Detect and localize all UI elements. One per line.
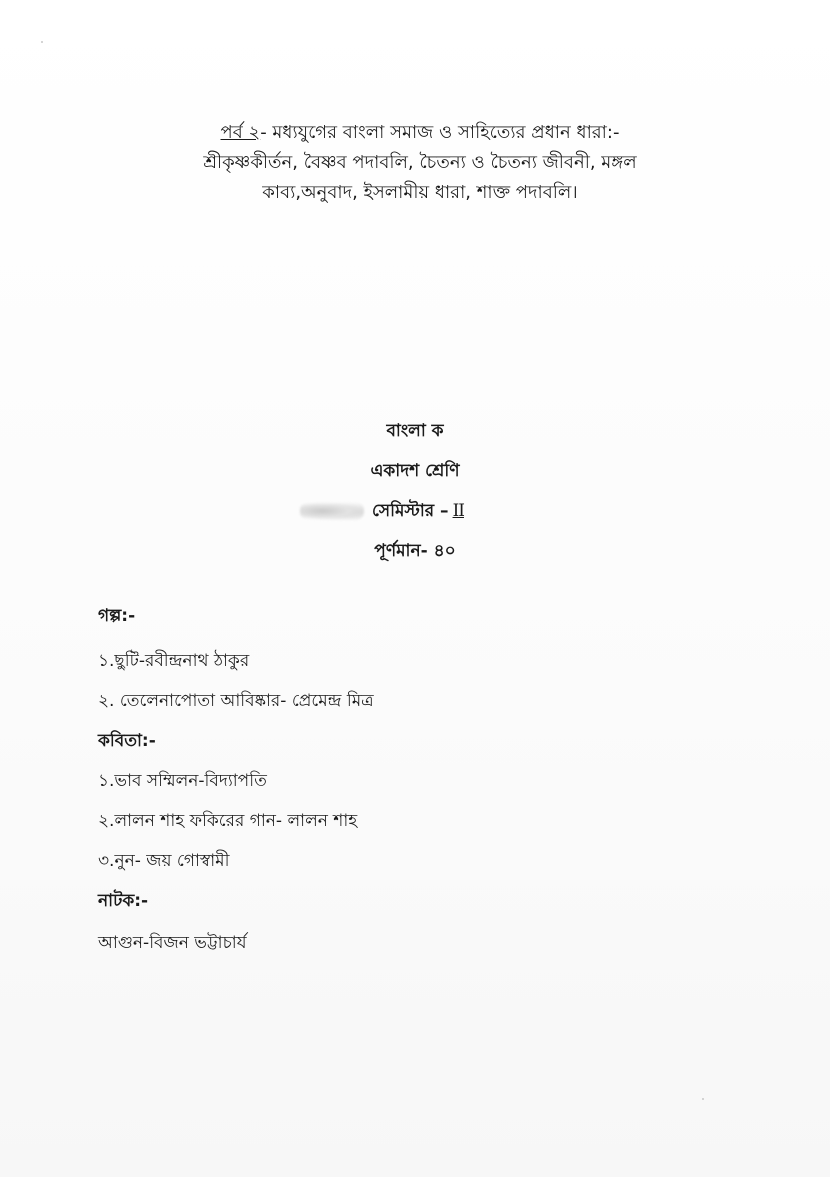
list-item: আগুন-বিজন ভট্টাচার্য: [98, 933, 247, 953]
scan-speck: [41, 41, 43, 43]
part2-line-2: শ্রীকৃষ্ণকীর্তন, বৈষ্ণব পদাবলি, চৈতন্য ও চৈতন্য জীবনী, মঙ্গল: [203, 152, 637, 173]
part2-title-line: [140, 118, 700, 148]
poems-heading: কবিতা:-: [98, 731, 156, 751]
semester-heading: [300, 498, 560, 526]
full-marks-heading: পূর্ণমান- ৪০: [374, 541, 456, 561]
part2-line-3: কাব্য,অনুবাদ, ইসলামীয় ধারা, শাক্ত পদাবলি।: [262, 182, 578, 203]
list-item: ১.ছুটি-রবীন্দ্রনাথ ঠাকুর: [98, 651, 250, 671]
drama-heading: নাটক:-: [98, 891, 149, 911]
part2-block: [140, 118, 700, 208]
semester-label: সেমিস্টার –: [372, 501, 449, 521]
class-heading: একাদশ শ্রেণি: [370, 461, 460, 481]
list-item: ১.ভাব সম্মিলন-বিদ্যাপতি: [98, 771, 267, 791]
part2-title-rest: - মধ্যযুগের বাংলা সমাজ ও সাহিত্যের প্রধান ধারা:-: [260, 122, 620, 143]
stories-heading: গল্প:-: [98, 606, 136, 626]
semester-number: II: [452, 501, 464, 521]
scan-speck: [702, 1098, 704, 1100]
list-item: ২.লালন শাহ ফকিরের গান- লালন শাহ: [98, 811, 358, 831]
list-item: ২. তেলেনাপোতা আবিষ্কার- প্রেমেন্দ্র মিত্র: [98, 691, 374, 711]
list-item: ৩.নুন- জয় গোস্বামী: [98, 851, 230, 871]
part2-label: পর্ব ২: [220, 122, 261, 143]
erased-text-smudge: [300, 502, 364, 520]
subject-heading: বাংলা ক: [386, 421, 444, 441]
